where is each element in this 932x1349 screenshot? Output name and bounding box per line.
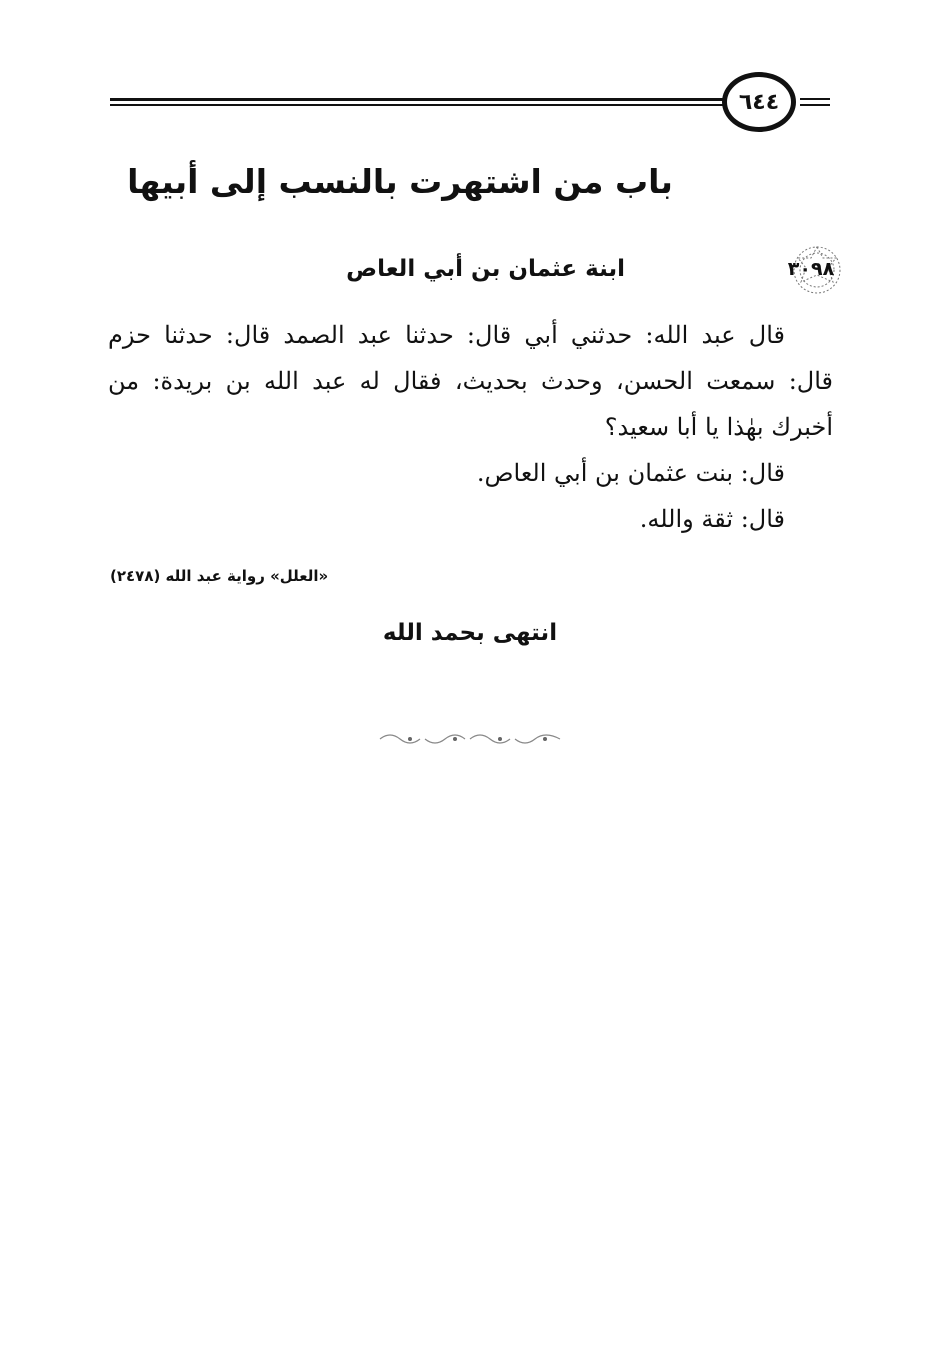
body-line-3: أخبرك بهٰذا يا أبا سعيد؟ [604, 413, 833, 441]
end-ornament-icon [375, 728, 565, 750]
entry-number: ٣٠٩٨ [787, 258, 835, 280]
header-rule-line-top [110, 98, 725, 101]
header-rule-right-bottom [800, 104, 830, 106]
body-line-4: قال: بنت عثمان بن أبي العاص. [476, 459, 785, 487]
body-line-1: قال عبد الله: حدثني أبي قال: حدثنا عبد الصمد قال: حدثنا حزم [108, 321, 785, 349]
body-line-5: قال: ثقة والله. [639, 505, 785, 533]
page-number: ٦٤٤ [722, 72, 796, 132]
chapter-title: باب من اشتهرت بالنسب إلى أبيها [127, 162, 673, 201]
source-citation: «العلل» رواية عبد الله (٢٤٧٨) [110, 567, 329, 585]
entry-title: ابنة عثمان بن أبي العاص [346, 256, 625, 282]
body-line-2: قال: سمعت الحسن، وحدث بحديث، فقال له عبد الله بن بريدة: من [108, 367, 833, 395]
header-rule-line-bottom [110, 104, 725, 106]
entry-body [108, 312, 833, 542]
closing-formula: انتهى بحمد الله [382, 620, 558, 646]
entry-heading [300, 248, 845, 298]
header-rule-right-top [800, 98, 830, 100]
